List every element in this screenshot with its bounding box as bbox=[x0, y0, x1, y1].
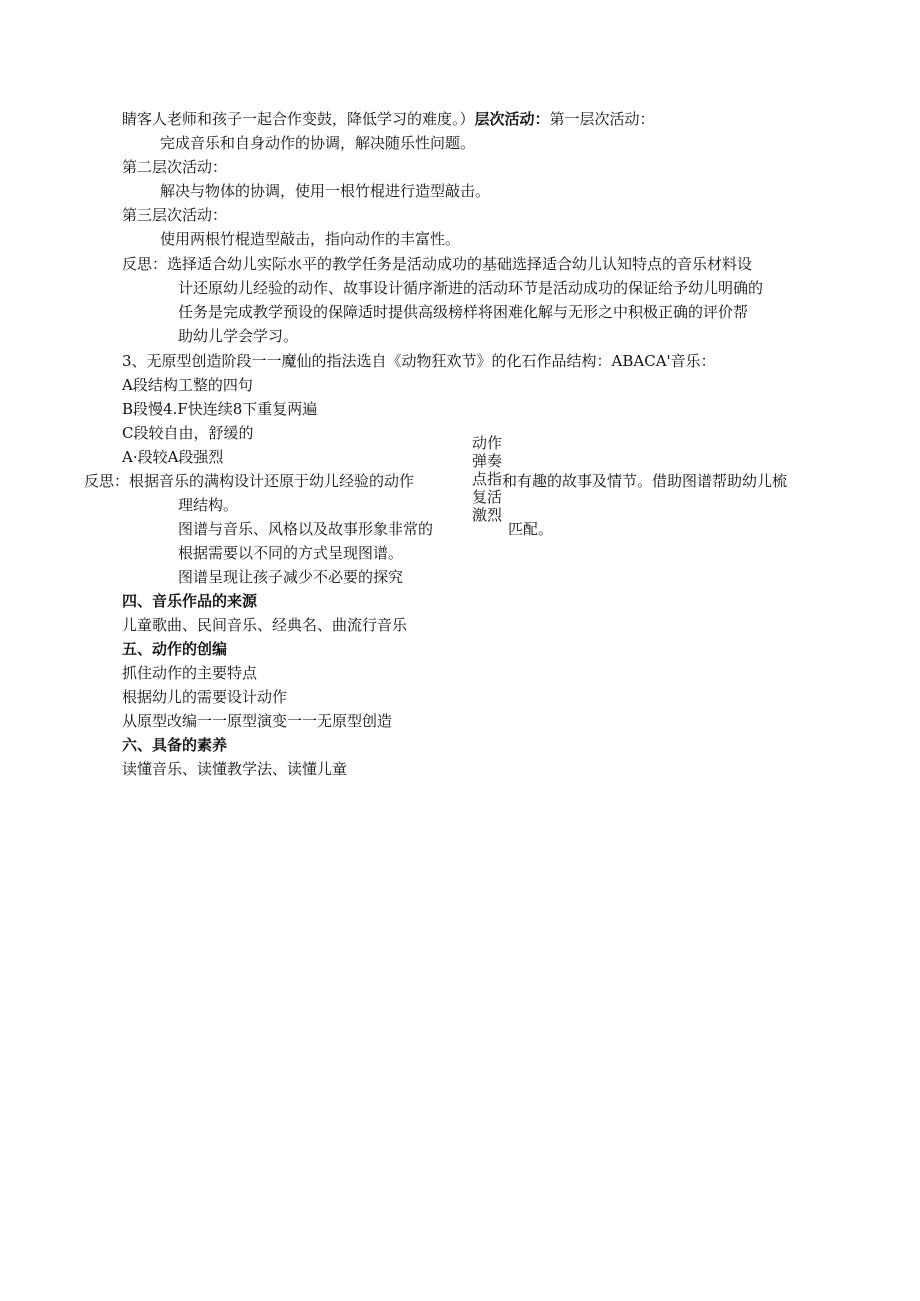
reflection-line: 和有趣的故事及情节。借助图谱帮助幼儿梳 bbox=[502, 472, 788, 490]
reflection-line: 根据需要以不同的方式呈现图谱。 bbox=[178, 544, 404, 562]
paragraph-line: 第二层次活动： bbox=[122, 158, 228, 176]
paragraph-line: 读懂音乐、读懂教学法、读懂儿童 bbox=[122, 760, 348, 778]
list-item: C段较自由，舒缓的 bbox=[122, 424, 254, 442]
side-column-word: 点指 bbox=[472, 470, 503, 488]
side-column-word: 激烈 bbox=[472, 506, 503, 524]
paragraph-line: 儿童歌曲、民间音乐、经典名、曲流行音乐 bbox=[122, 616, 408, 634]
section-heading: 四、音乐作品的来源 bbox=[122, 592, 258, 610]
list-item: B段慢4.F快连续8下重复两遍 bbox=[122, 400, 318, 418]
reflection-line: 理结构。 bbox=[178, 496, 239, 514]
paragraph-line bbox=[122, 108, 655, 130]
section-line: 3、无原型创造阶段一一魔仙的指法选自《动物狂欢节》的化石作品结构：ABACA'音乐： bbox=[122, 352, 716, 370]
section-heading: 五、动作的创编 bbox=[122, 640, 228, 658]
paragraph-line: 完成音乐和自身动作的协调，解决随乐性问题。 bbox=[160, 134, 476, 152]
reflection-line: 计还原幼儿经验的动作、故事设计循序渐进的活动环节是活动成功的保证给予幼儿明确的 bbox=[178, 279, 764, 297]
paragraph-line: 第三层次活动： bbox=[122, 206, 228, 224]
text-run: 第一层次活动： bbox=[549, 110, 655, 128]
reflection-line: 反思：根据音乐的满构设计还原于幼儿经验的动作 bbox=[84, 472, 415, 490]
bold-heading-inline: 层次活动： bbox=[474, 110, 550, 128]
paragraph-line: 使用两根竹棍造型敲击，指向动作的丰富性。 bbox=[160, 230, 461, 248]
section-heading: 六、具备的素养 bbox=[122, 736, 228, 754]
reflection-line: 匹配。 bbox=[508, 520, 554, 538]
paragraph-line: 解决与物体的协调，使用一根竹棍进行造型敲击。 bbox=[160, 182, 491, 200]
reflection-line: 反思：选择适合幼儿实际水平的教学任务是活动成功的基础选择适合幼儿认知特点的音乐材料设 bbox=[122, 255, 753, 273]
list-item: 根据幼儿的需要设计动作 bbox=[122, 688, 288, 706]
list-item: 从原型改编一一原型演变一一无原型创造 bbox=[122, 712, 393, 730]
reflection-line: 图谱与音乐、风格以及故事形象非常的 bbox=[178, 520, 434, 538]
side-column-word: 弹奏 bbox=[472, 452, 503, 470]
list-item: A段结构工整的四句 bbox=[122, 376, 253, 394]
side-column-word: 复活 bbox=[472, 488, 503, 506]
reflection-line: 图谱呈现让孩子减少不必要的探究 bbox=[178, 568, 404, 586]
text-run: 睛客人老师和孩子一起合作变鼓，降低学习的难度。） bbox=[122, 110, 475, 128]
reflection-line: 任务是完成教学预设的保障适时提供高级榜样将困难化解与无形之中积极正确的评价帮 bbox=[178, 303, 749, 321]
list-item: A·段较A段强烈 bbox=[122, 448, 224, 466]
side-column-word: 动作 bbox=[472, 434, 503, 452]
list-item: 抓住动作的主要特点 bbox=[122, 664, 258, 682]
reflection-line: 助幼儿学会学习。 bbox=[178, 327, 299, 345]
